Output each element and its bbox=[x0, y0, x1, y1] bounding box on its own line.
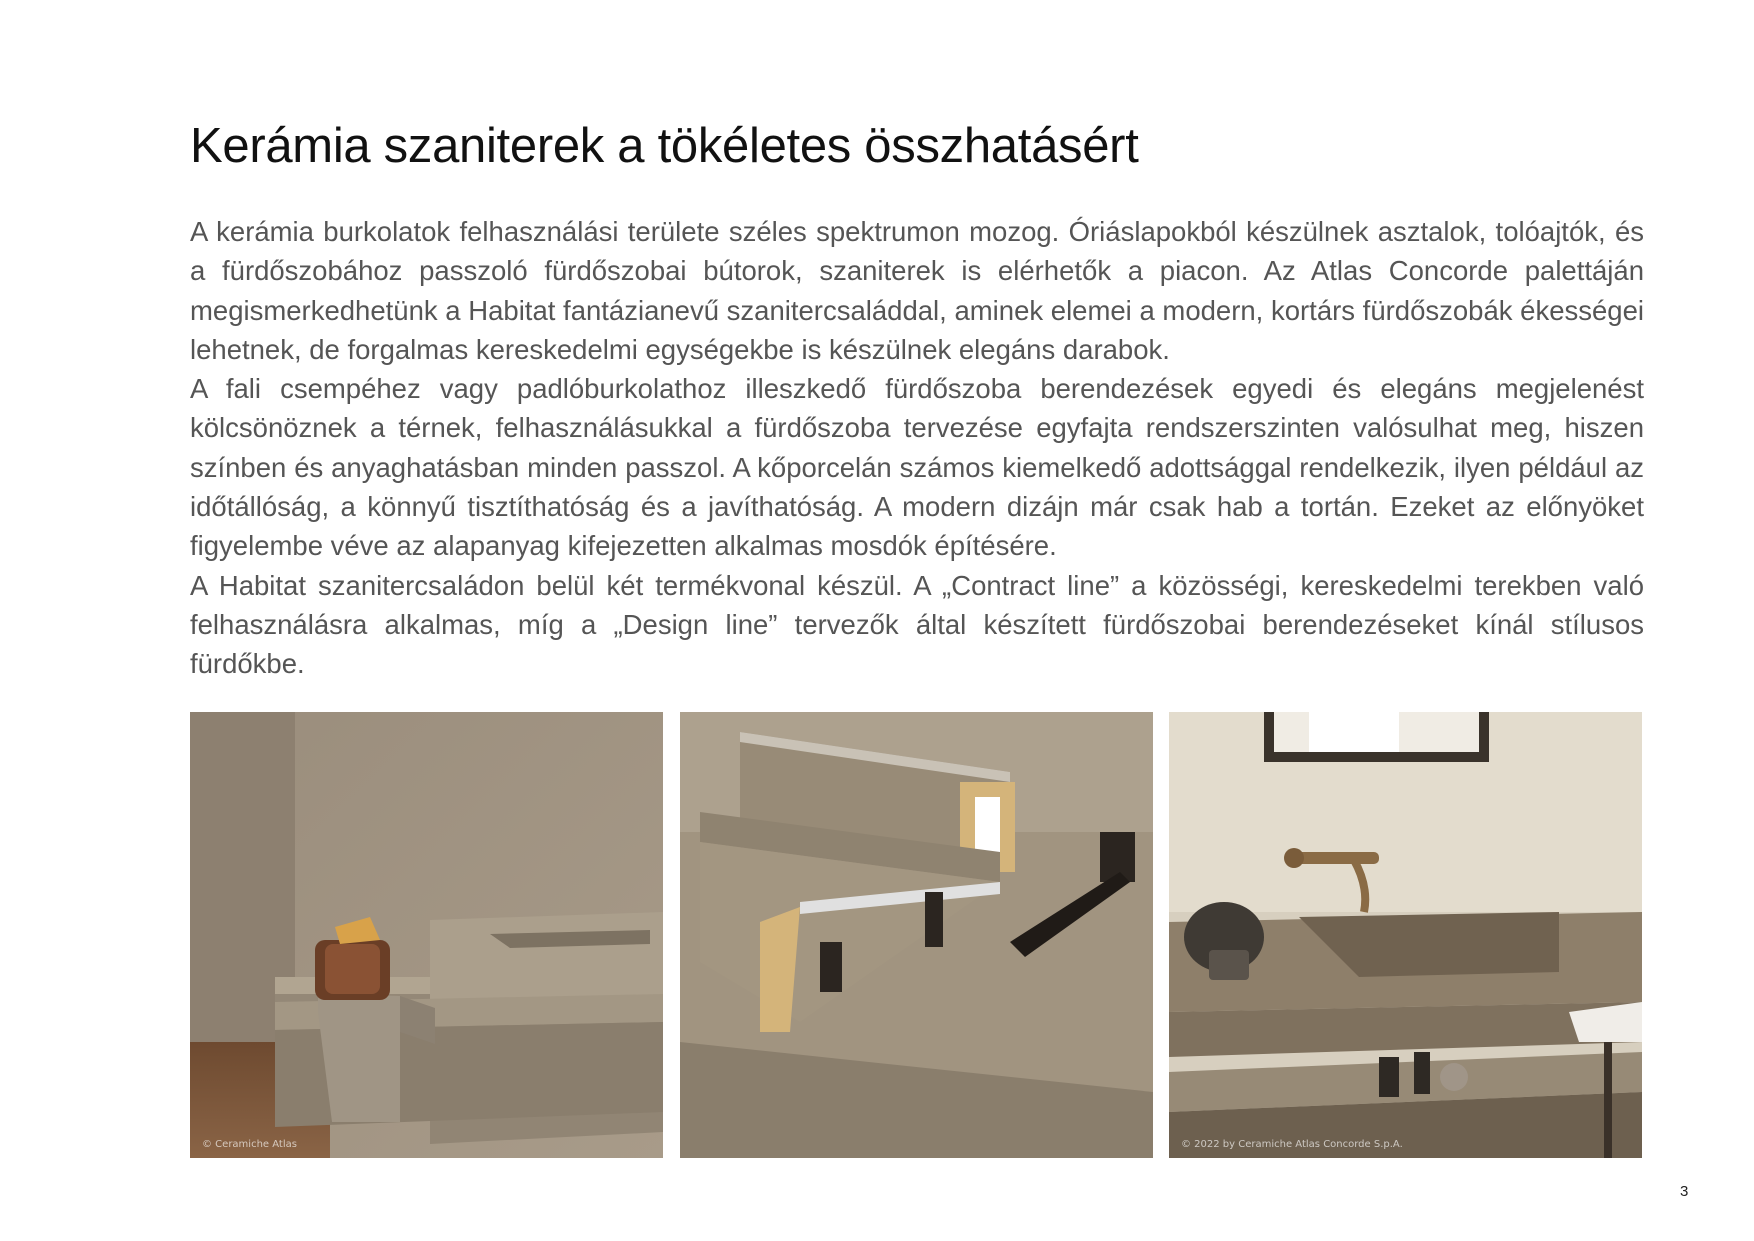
photo-washbasin-candle bbox=[190, 712, 663, 1158]
paragraph-2: A fali csempéhez vagy padlóburkolathoz illeszkedő fürdőszoba berendezések egyedi és elegáns megjelenést kölcsönöznek a térnek, felhasználásukkal a fürdőszoba tervezése egyfajta rendszerszinten valósulhat meg, hiszen színben és anyaghatásban minden passzol. A kőporcelán számos kiemelkedő adottsággal rendelkezik, ilyen például az időtállóság, a könnyű tisztíthatóság és a javíthatóság. A modern dizájn már csak hab a tortán. Ezeket az előnyöket figyelembe véve az alapanyag kifejezetten alkalmas mosdók építésére. bbox=[190, 373, 1644, 562]
photo-washbasin-brass-tap bbox=[1169, 712, 1642, 1158]
cross-section-illustration bbox=[680, 712, 1153, 1158]
washbasin-candle-illustration bbox=[190, 712, 663, 1158]
page-number: 3 bbox=[1680, 1183, 1689, 1200]
body-text bbox=[190, 212, 1644, 684]
photo-sink-cross-section bbox=[680, 712, 1153, 1158]
brass-tap-illustration bbox=[1169, 712, 1642, 1158]
paragraph-3: A Habitat szanitercsaládon belül két termékvonal készül. A „Contract line” a közösségi, kereskedelmi terekben való felhasználásra alkalmas, míg a „Design line” tervezők által készített fürdőszobai berendezéseket kínál stílusos fürdőkbe. bbox=[190, 569, 1644, 680]
page-title: Kerámia szaniterek a tökéletes összhatásért bbox=[190, 119, 1139, 173]
paragraph-1: A kerámia burkolatok felhasználási területe széles spektrumon mozog. Óriáslapokból készülnek asztalok, tolóajtók, és a fürdőszobához passzoló fürdőszobai bútorok, szaniterek is elérhetők a piacon. Az Atlas Concorde palettáján megismerkedhetünk a Habitat fantázianevű szanitercsaláddal, aminek elemei a modern, kortárs fürdőszobák ékességei lehetnek, de forgalmas kereskedelmi egységekbe is készülnek elegáns darabok. bbox=[190, 216, 1644, 365]
photo-credit: © 2022 by Ceramiche Atlas Concorde S.p.A. bbox=[1181, 1139, 1403, 1150]
photo-credit: © Ceramiche Atlas bbox=[202, 1139, 297, 1150]
